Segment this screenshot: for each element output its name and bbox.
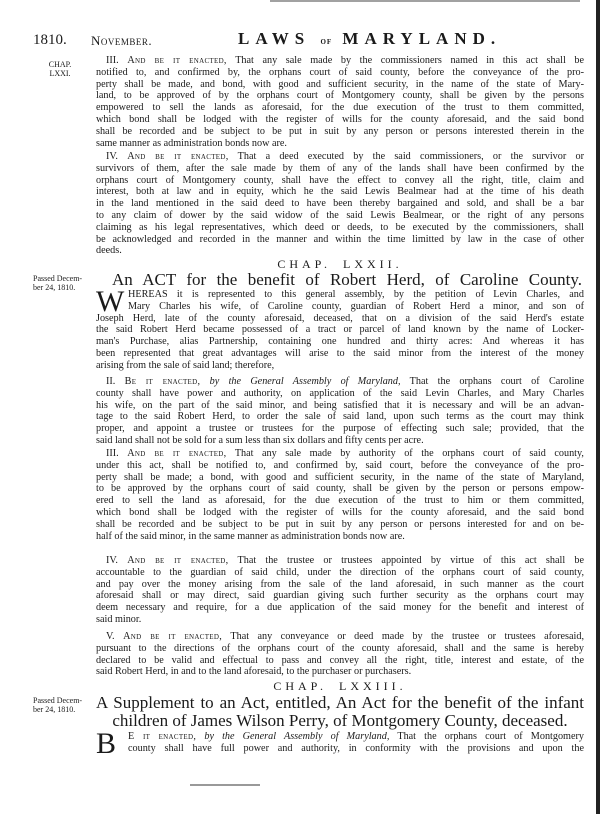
margin-line: Passed Decem- [33, 696, 83, 705]
text-line [96, 222, 584, 234]
line-text: perty shall be made; a bond, with good and sufficient security, in the name of the state of Maryland, [96, 471, 584, 483]
text-line [96, 643, 584, 655]
line-text: deem necessary and require, for a due application of the said money for the benefit and interest of [96, 602, 584, 614]
text-line [96, 655, 584, 667]
line-text: That any sale made by the commissioners named in this act shall be [235, 55, 584, 66]
text-line [128, 731, 584, 743]
text-line [96, 567, 584, 579]
line-text: which bond shall be lodged with the register of wills for the county aforesaid, and the said bond [96, 113, 584, 125]
enacting-clause: Be it enacted, [124, 376, 201, 387]
text-line [96, 602, 584, 614]
line-text: been represented that great advantages will arise to the said minor from the interest of the money [96, 347, 584, 359]
line-text: That the orphans court of Montgomery [397, 731, 584, 742]
text-line [96, 102, 584, 114]
enacting-clause: And be it enacted, [127, 151, 229, 162]
margin-note-chap72 [33, 274, 91, 292]
margin-line: Passed Decem- [33, 274, 83, 283]
title-line: An ACT for the benefit of Robert Herd, of Caroline County. [112, 270, 582, 289]
line-text: That any sale made by authority of the orphans court of said county, [234, 448, 584, 459]
text-line [96, 376, 584, 388]
title-line: A Supplement to an Act, entitled, An Act for the benefit of the infant [96, 693, 584, 712]
chap73-title [96, 694, 584, 730]
enacting-clause: E it enacted, [128, 731, 197, 742]
section-number: III. [106, 448, 119, 459]
line-text: shall be recorded and be subject to be put in suit by any person or persons interested therein in the [96, 125, 584, 137]
line-text: tage to the said Robert Herd, to order the sale of said land, upon such terms as the court may think [96, 411, 584, 423]
margin-line: LXXI. [49, 69, 71, 78]
line-text: arising from the sale of said land; therefore, [96, 359, 275, 371]
header-title-maryland: MARYLAND. [342, 29, 502, 48]
text-line [96, 348, 584, 360]
enacting-authority: by the General Assembly of Maryland, [204, 731, 390, 742]
text-line [96, 590, 584, 602]
text-line [96, 324, 584, 336]
enacting-clause: And be it enacted, [123, 631, 223, 642]
text-line [96, 435, 584, 447]
section-number: IV. [106, 555, 118, 566]
text-line [96, 138, 584, 150]
text-line [96, 460, 584, 472]
text-line [96, 79, 584, 91]
text-line [96, 531, 584, 543]
text-line [96, 186, 584, 198]
chap71-section-3 [96, 55, 584, 149]
line-text: land, to be approved of by the orphans court of Montgomery county, shall be given by the persons [96, 90, 584, 102]
margin-line: CHAP. [48, 60, 72, 69]
line-text: same manner as administration bonds now are. [96, 137, 287, 149]
scan-artifact-bottom [190, 784, 260, 786]
line-text: notified to, and confirmed by, the orphans court of said county, before the conveyance of the pro- [96, 66, 584, 78]
text-line [96, 126, 584, 138]
header-title-laws: LAWS [238, 29, 311, 48]
text-line [96, 472, 584, 484]
text-line [96, 67, 584, 79]
text-line [96, 360, 584, 372]
margin-note-chap71 [30, 60, 90, 78]
line-text: county shall have full power and authority, in conformity with the provisions and upon the [128, 742, 584, 754]
text-line [96, 234, 584, 246]
chap73-section-1 [96, 727, 584, 760]
text-line [96, 198, 584, 210]
line-text: That any conveyance or deed made by the trustee or trustees aforesaid, [230, 631, 584, 642]
text-line [96, 151, 584, 163]
chap72-title [112, 271, 582, 289]
enacting-clause: And be it enacted, [127, 555, 229, 566]
text-line [96, 313, 584, 325]
line-text: accountable to the guardian of said child, under the direction of the orphans court of said county, [96, 566, 584, 578]
text-line [96, 163, 584, 175]
line-text: to be approved by the orphans court of said county, shall be given by the person or persons empow- [96, 483, 584, 495]
scan-artifact-top [270, 0, 580, 2]
margin-note-chap73 [33, 696, 91, 714]
chap72-section-2 [96, 376, 584, 447]
line-text: the said Robert Herd became possessed of a tract or parcel of land known by the name of Locker- [96, 324, 584, 336]
margin-line: ber 24, 1810. [33, 283, 76, 292]
section-number: IV. [106, 151, 118, 162]
drop-cap-w: W [96, 285, 125, 318]
section-number: III. [106, 55, 119, 66]
line-text: That the orphans court of Caroline [409, 376, 584, 387]
line-text: aforesaid shall or may direct, said guardian giving such further security as the orphans court may [96, 590, 584, 602]
line-text: empowered to sell the lands as aforesaid, for the due execution of the trust to them committed, [96, 102, 584, 114]
header-month: November. [91, 33, 153, 48]
text-line [128, 289, 584, 301]
text-line [96, 55, 584, 67]
line-text: ered to sell the land as aforesaid, for the due execution of the trust to him or them committed, [96, 495, 584, 507]
text-line [96, 579, 584, 591]
line-text: man's Purchase, alias Partnership, containing one hundred and thirty acres: And whereas it has [96, 336, 584, 348]
chap72-section-5 [96, 631, 584, 678]
line-text: proper, and appoint a trustee or trustees for the purpose of effecting such sale; provided, that the [96, 423, 584, 435]
line-text: perty shall be made, and bond, with good and sufficient security, in the name of the state of Mary- [96, 78, 584, 90]
chap-number: LXXII. [343, 257, 403, 271]
line-text: shall be recorded and be subject to be put in suit by any person or persons interested for and on be- [96, 518, 584, 530]
chap-label: CHAP. [277, 257, 332, 271]
text-line [96, 483, 584, 495]
text-line [128, 743, 584, 755]
text-line [96, 245, 584, 257]
text-line [128, 301, 584, 313]
line-text: That a deed executed by the said commissioners, or the survivor or [237, 151, 584, 162]
line-text: HEREAS it is represented to this general assembly, by the petition of Levin Charles, and [128, 289, 584, 300]
line-text: county shall have power and authority, on application of the said Levin Charles, and Mary Charles [96, 387, 584, 399]
line-text: to any claim of dower by the said widow of the said Lewis Bealmear, or the right of any persons [96, 209, 584, 221]
line-text: declared to be valid and effectual to pass and convey all the right, title, interest and estate, of the [96, 654, 584, 666]
line-text: orphans court of Montgomery county, shall have the effect to convey all the right, title, claim and [96, 174, 584, 186]
enacting-clause: And be it enacted, [127, 448, 227, 459]
text-line [96, 519, 584, 531]
line-text: Mary Charles his wife, of Caroline county, guardian of Robert Herd a minor, and son of [128, 300, 584, 312]
running-header [33, 30, 593, 50]
line-text: That the trustee or trustees appointed by virtue of this act shall be [237, 555, 584, 566]
text-line [96, 507, 584, 519]
line-text: pursuant to the directions of the orphans court of the county aforesaid, shall and the same is hereby [96, 642, 584, 654]
text-line [96, 631, 584, 643]
text-line [96, 411, 584, 423]
section-number: II. [106, 376, 116, 387]
line-text: and pay over the money arising from the sale of the land aforesaid, in such manner as the court [96, 578, 584, 590]
text-line [96, 614, 584, 626]
chap72-section-3 [96, 448, 584, 542]
line-text: survivors of them, after the sale made by them of any of the lands shall have been confirmed by the [96, 162, 584, 174]
line-text: Joseph Herd, late of the county aforesaid, deceased, that on a division of the said Herd's estate [96, 312, 584, 324]
line-text: under this act, shall be notified to, and confirmed by, said court, before the conveyance of the pro- [96, 459, 584, 471]
scan-page-edge [596, 0, 600, 814]
text-line [96, 400, 584, 412]
line-text: claiming as his legal representatives, which deed or deeds, to be executed by the commissioners, shall [96, 221, 584, 233]
margin-line: ber 24, 1810. [33, 705, 76, 714]
header-title [238, 30, 600, 51]
header-year: 1810. [33, 32, 67, 48]
chap72-section-4 [96, 555, 584, 626]
line-text: said minor. [96, 613, 142, 625]
chap71-section-4 [96, 151, 584, 257]
text-line [96, 90, 584, 102]
section-number: V. [106, 631, 115, 642]
text-line [96, 555, 584, 567]
line-text: in the land mentioned in the said deed to have been thereby bargained and sold, and shall be a bar [96, 198, 584, 210]
line-text: interest, both at law and in equity, which he the said Lewis Bealmear had at the time of his death [96, 186, 584, 198]
text-line [96, 423, 584, 435]
line-text: which bond shall be lodged with the register of wills for the county aforesaid, and the said bond [96, 506, 584, 518]
line-text: be acknowledged and recorded in the manner and within the time limitted by law in the case of other [96, 233, 584, 245]
line-text: half of the said minor, in the same manner as administration bonds now are. [96, 530, 405, 542]
text-line [96, 448, 584, 460]
text-line [96, 175, 584, 187]
line-text: said Robert Herd, in and to the land aforesaid, to the purchaser or purchasers. [96, 666, 412, 678]
chap-label: CHAP. [273, 679, 328, 693]
line-text: deeds. [96, 245, 122, 257]
text-line [96, 114, 584, 126]
line-text: said land shall not be sold for a sum less than six dollars and fifty cents per acre. [96, 434, 424, 446]
enacting-authority: by the General Assembly of Maryland, [209, 376, 401, 387]
chap-number: LXXIII. [339, 679, 407, 693]
text-line [96, 495, 584, 507]
text-line [96, 336, 584, 348]
text-line [96, 666, 584, 678]
drop-cap-b: B [96, 727, 117, 760]
text-line [96, 210, 584, 222]
chap73-heading [96, 680, 584, 693]
line-text: his wife, on the part of the said minor, and being satisfied that it is necessary and will be an advan- [96, 399, 584, 411]
title-line: children of James Wilson Perry, of Montgomery County, deceased. [112, 711, 568, 730]
chap72-preamble [96, 285, 584, 372]
enacting-clause: And be it enacted, [127, 55, 227, 66]
text-line [96, 388, 584, 400]
header-title-of: of [320, 36, 333, 47]
